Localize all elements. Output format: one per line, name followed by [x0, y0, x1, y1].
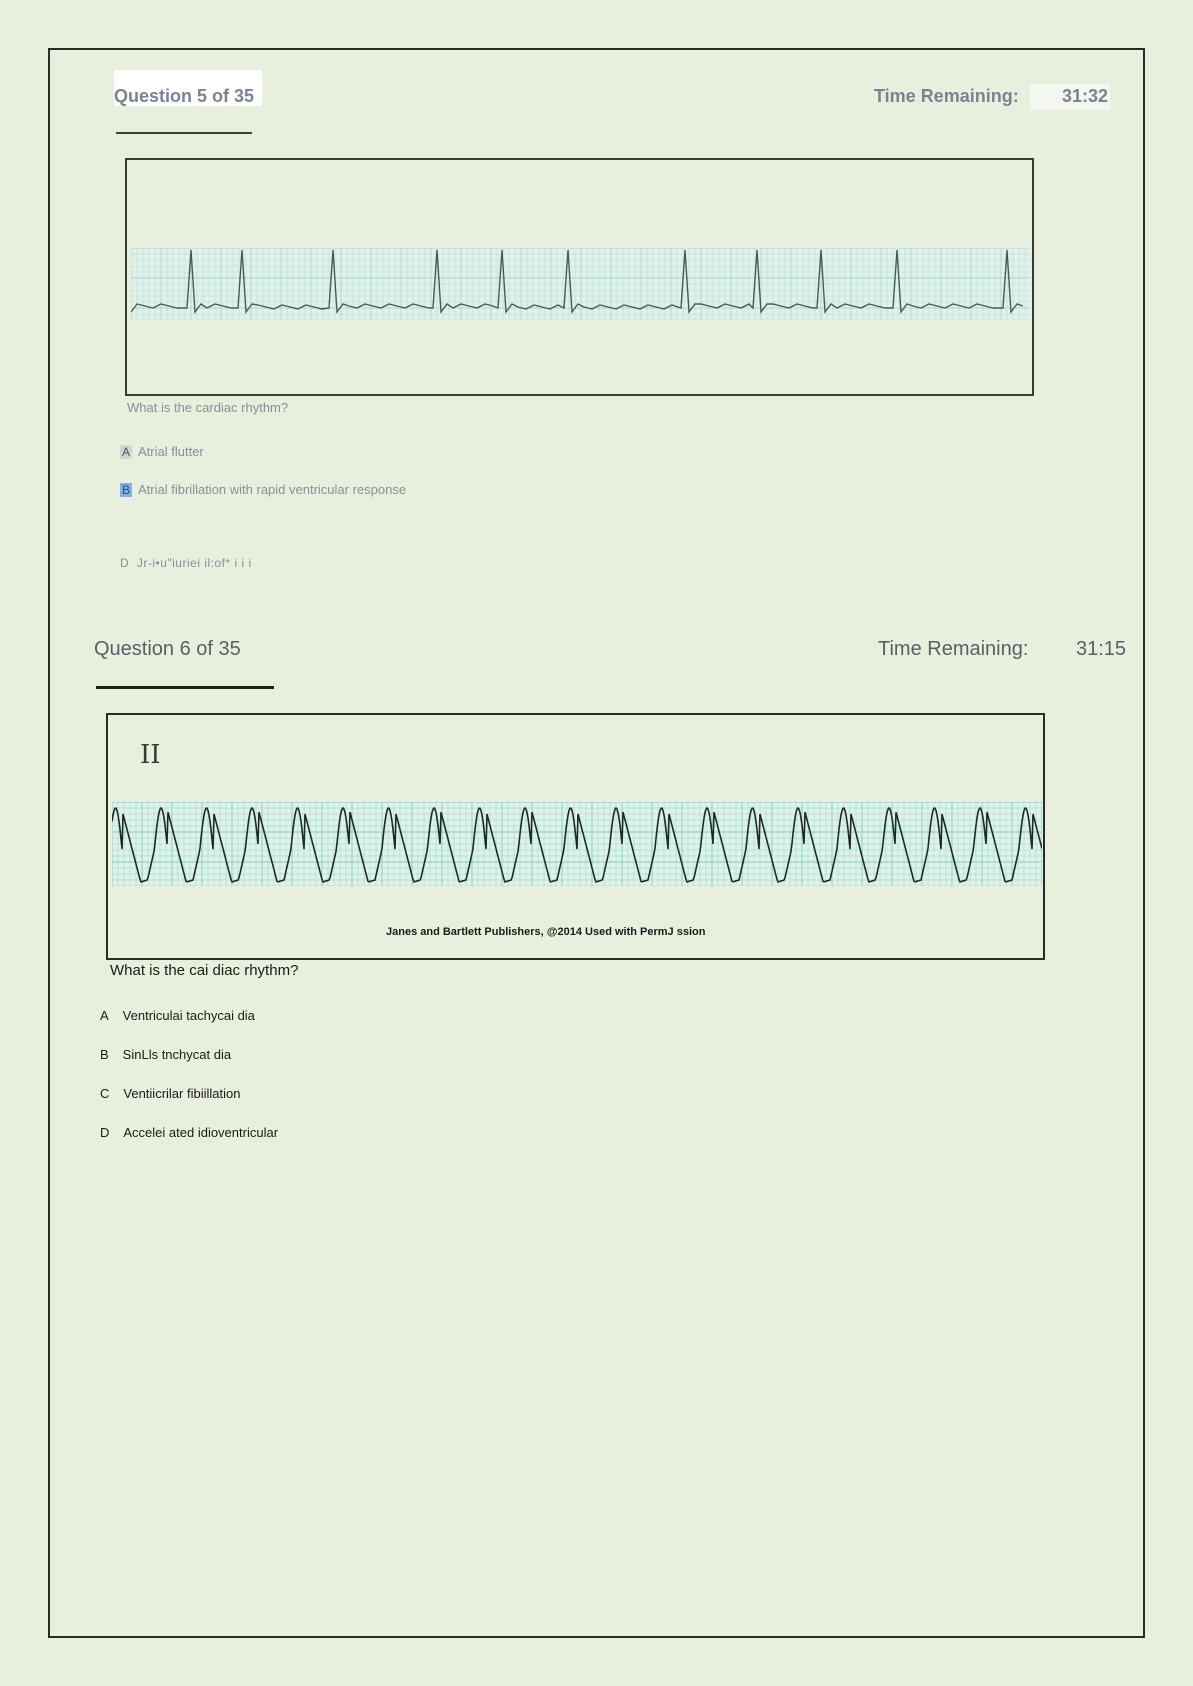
- question-5-prompt: What is the cardiac rhythm?: [127, 400, 289, 415]
- option-letter: D: [100, 1125, 110, 1140]
- option-text: Atrial fibrillation with rapid ventricular response: [138, 482, 407, 497]
- ecg-lead-label: II: [140, 740, 161, 770]
- option-text: Ventiicrilar fibiillation: [123, 1086, 241, 1101]
- question-6-ecg-strip: [112, 802, 1042, 886]
- question-5-option-d[interactable]: [120, 556, 252, 570]
- option-letter: C: [100, 1086, 110, 1101]
- question-5-ecg-strip: [131, 248, 1030, 320]
- option-letter: A: [122, 444, 131, 459]
- question-6-option-a[interactable]: [100, 1008, 255, 1023]
- option-text: Ventriculai tachycai dia: [122, 1008, 255, 1023]
- option-text: Jr-i•u"iuriei il:of* i i i: [136, 556, 252, 570]
- question-5-time-label: Time Remaining:: [874, 86, 1019, 106]
- option-letter: B: [100, 1047, 109, 1062]
- question-5-time-value: 31:32: [1062, 86, 1109, 106]
- question-6-time-value: 31:15: [1076, 638, 1127, 660]
- option-letter: D: [120, 556, 130, 570]
- question-5-divider: [116, 132, 252, 134]
- option-text: Atrial flutter: [138, 444, 204, 459]
- question-6-prompt: What is the cai diac rhythm?: [110, 962, 299, 979]
- question-5-counter: Question 5 of 35: [114, 86, 255, 106]
- question-6-divider: [96, 686, 274, 689]
- question-5-option-b[interactable]: [120, 482, 406, 497]
- question-6-counter: Question 6 of 35: [94, 638, 241, 660]
- option-text: Accelei ated idioventricular: [123, 1125, 279, 1140]
- ecg-image-credit: Janes and Bartlett Publishers, @2014 Used with PermJ ssion: [386, 926, 706, 938]
- option-letter: B: [122, 482, 131, 497]
- option-letter: A: [100, 1008, 109, 1023]
- question-6-time-label: Time Remaining:: [878, 638, 1029, 660]
- question-5-option-a[interactable]: [120, 444, 204, 459]
- option-text: SinLls tnchycat dia: [122, 1047, 232, 1062]
- question-6-option-d[interactable]: [100, 1125, 278, 1140]
- question-6-option-c[interactable]: [100, 1086, 240, 1101]
- question-6-option-b[interactable]: [100, 1047, 231, 1062]
